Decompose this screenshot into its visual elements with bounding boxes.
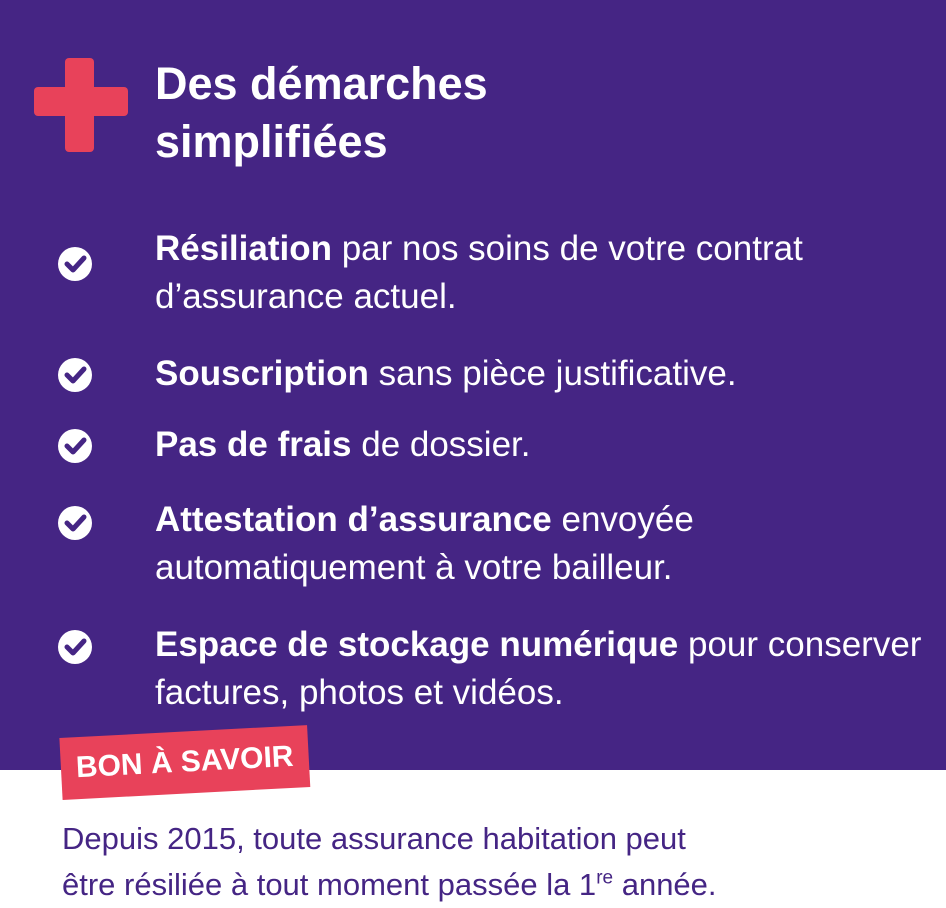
note-line-2-start: être résiliée à tout moment passée la 1 [62,867,597,902]
note-superscript: re [596,867,614,889]
check-circle-icon [56,504,94,542]
feature-highlight: Attestation d’assurance [155,500,552,539]
feature-highlight: Résiliation [155,229,332,268]
information-note [62,816,922,908]
feature-item [0,621,946,721]
feature-description: de dossier. [351,425,531,464]
feature-text [155,350,925,398]
feature-text [155,621,925,717]
feature-text [155,225,925,321]
plus-icon [34,58,128,152]
check-circle-icon [56,245,94,283]
feature-item [0,225,946,325]
feature-highlight: Espace de stockage numérique [155,625,679,664]
feature-description: pour conserver factures, photos et vidéos. [155,625,922,712]
feature-item [0,350,946,400]
feature-description: sans pièce justificative. [368,354,737,393]
feature-highlight: Souscription [155,354,369,393]
note-line-2-end: année. [613,867,717,902]
check-circle-icon [56,628,94,666]
feature-text [155,496,925,592]
check-circle-icon [56,427,94,465]
feature-text [155,421,925,469]
section-title: Des démarches simplifiées [155,58,488,167]
feature-highlight: Pas de frais [155,425,352,464]
note-line-1: Depuis 2015, toute assurance habitation peut [62,821,686,856]
feature-description: par nos soins de votre contrat d’assurance actuel. [155,229,803,316]
feature-item [0,496,946,596]
check-circle-icon [56,356,94,394]
good-to-know-badge: BON À SAVOIR [59,725,310,800]
feature-description: envoyée automatiquement à votre bailleur. [155,500,694,587]
feature-item [0,421,946,471]
